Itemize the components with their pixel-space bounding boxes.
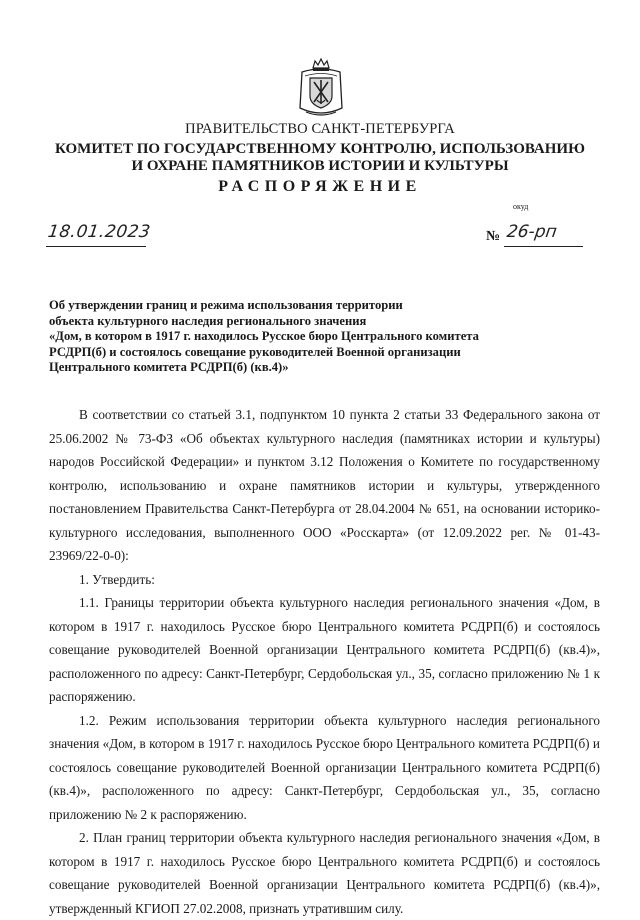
government-name: ПРАВИТЕЛЬСТВО САНКТ-ПЕТЕРБУРГА — [185, 121, 455, 137]
number-field — [504, 224, 583, 247]
subject-line: Об утверждении границ и режима использования территории — [49, 298, 403, 312]
clause-1-2: 1.2. Режим использования территории объекта культурного наследия регионального значения «Дом, в котором в 1917 г. находилось Русское бюро Центрального комитета РСДРП(б) и состоялось совещание руководителей Военной организации Центрального комитета РСДРП(б) (кв.4)», расположенного по адресу: Санкт-Петербург, Сердобольская ул., 35, согласно приложению № 2 к распоряжению. — [49, 712, 600, 822]
preamble-paragraph: В соответствии со статьей 3.1, подпунктом 10 пункта 2 статьи 33 Федерального закона от 25.06.2002 № 73-ФЗ «Об объектах культурного наследия (памятниках истории и культуры) народов Российской Федерации» и пунктом 3.12 Положения о Комитете по государственному контролю, использованию и охране памятников истории и культуры, утвержденного постановлением Правительства Санкт-Петербурга от 28.04.2004 № 651, на основании историко-культурного исследования, выполненного ООО «Росскарта» (от 12.09.2022 рег. № 01-43-23969/22-0-0): — [49, 407, 600, 563]
subject-line: объекта культурного наследия регионального значения — [49, 313, 367, 328]
document-body — [49, 403, 600, 920]
number-label: № — [486, 229, 501, 244]
handwritten-date: 18.01.2023 — [46, 222, 152, 242]
date-field — [46, 222, 152, 247]
committee-name-line1: КОМИТЕТ ПО ГОСУДАРСТВЕННОМУ КОНТРОЛЮ, ИСПОЛЬЗОВАНИЮ — [55, 141, 585, 157]
subject-line: РСДРП(б) и состоялось совещание руководителей Военной организации — [49, 344, 461, 359]
subject-line: Центрального комитета РСДРП(б) (кв.4)» — [49, 360, 289, 374]
clause-1-1: 1.1. Границы территории объекта культурного наследия регионального значения «Дом, в котором в 1917 г. находилось Русское бюро Центрального комитета РСДРП(б) и состоялось совещание руководителей Военной организации Центрального комитета РСДРП(б) (кв.4)», расположенного по адресу: Санкт-Петербург, Сердобольская ул., 35, согласно приложению № 1 к распоряжению. — [49, 595, 600, 704]
committee-name-line2: И ОХРАНЕ ПАМЯТНИКОВ ИСТОРИИ И КУЛЬТУРЫ — [131, 158, 509, 174]
document-type: РАСПОРЯЖЕНИЕ — [218, 178, 422, 195]
handwritten-number: 26-рп — [505, 222, 559, 242]
okud-label: окуд — [513, 202, 529, 211]
subject-line: «Дом, в котором в 1917 г. находилось Русское бюро Центрального комитета — [49, 329, 479, 343]
coat-of-arms-icon — [296, 58, 346, 120]
document-subject — [49, 298, 549, 376]
clause-1: 1. Утвердить: — [79, 571, 155, 587]
clause-2: 2. План границ территории объекта культурного наследия регионального значения «Дом, в котором в 1917 г. находилось Русское бюро Центрального комитета РСДРП(б) и состоялось совещание руководителей Военной организации Центрального комитета РСДРП(б) (кв.4)», утвержденный КГИОП 27.02.2008, признать утратившим силу. — [49, 830, 600, 916]
